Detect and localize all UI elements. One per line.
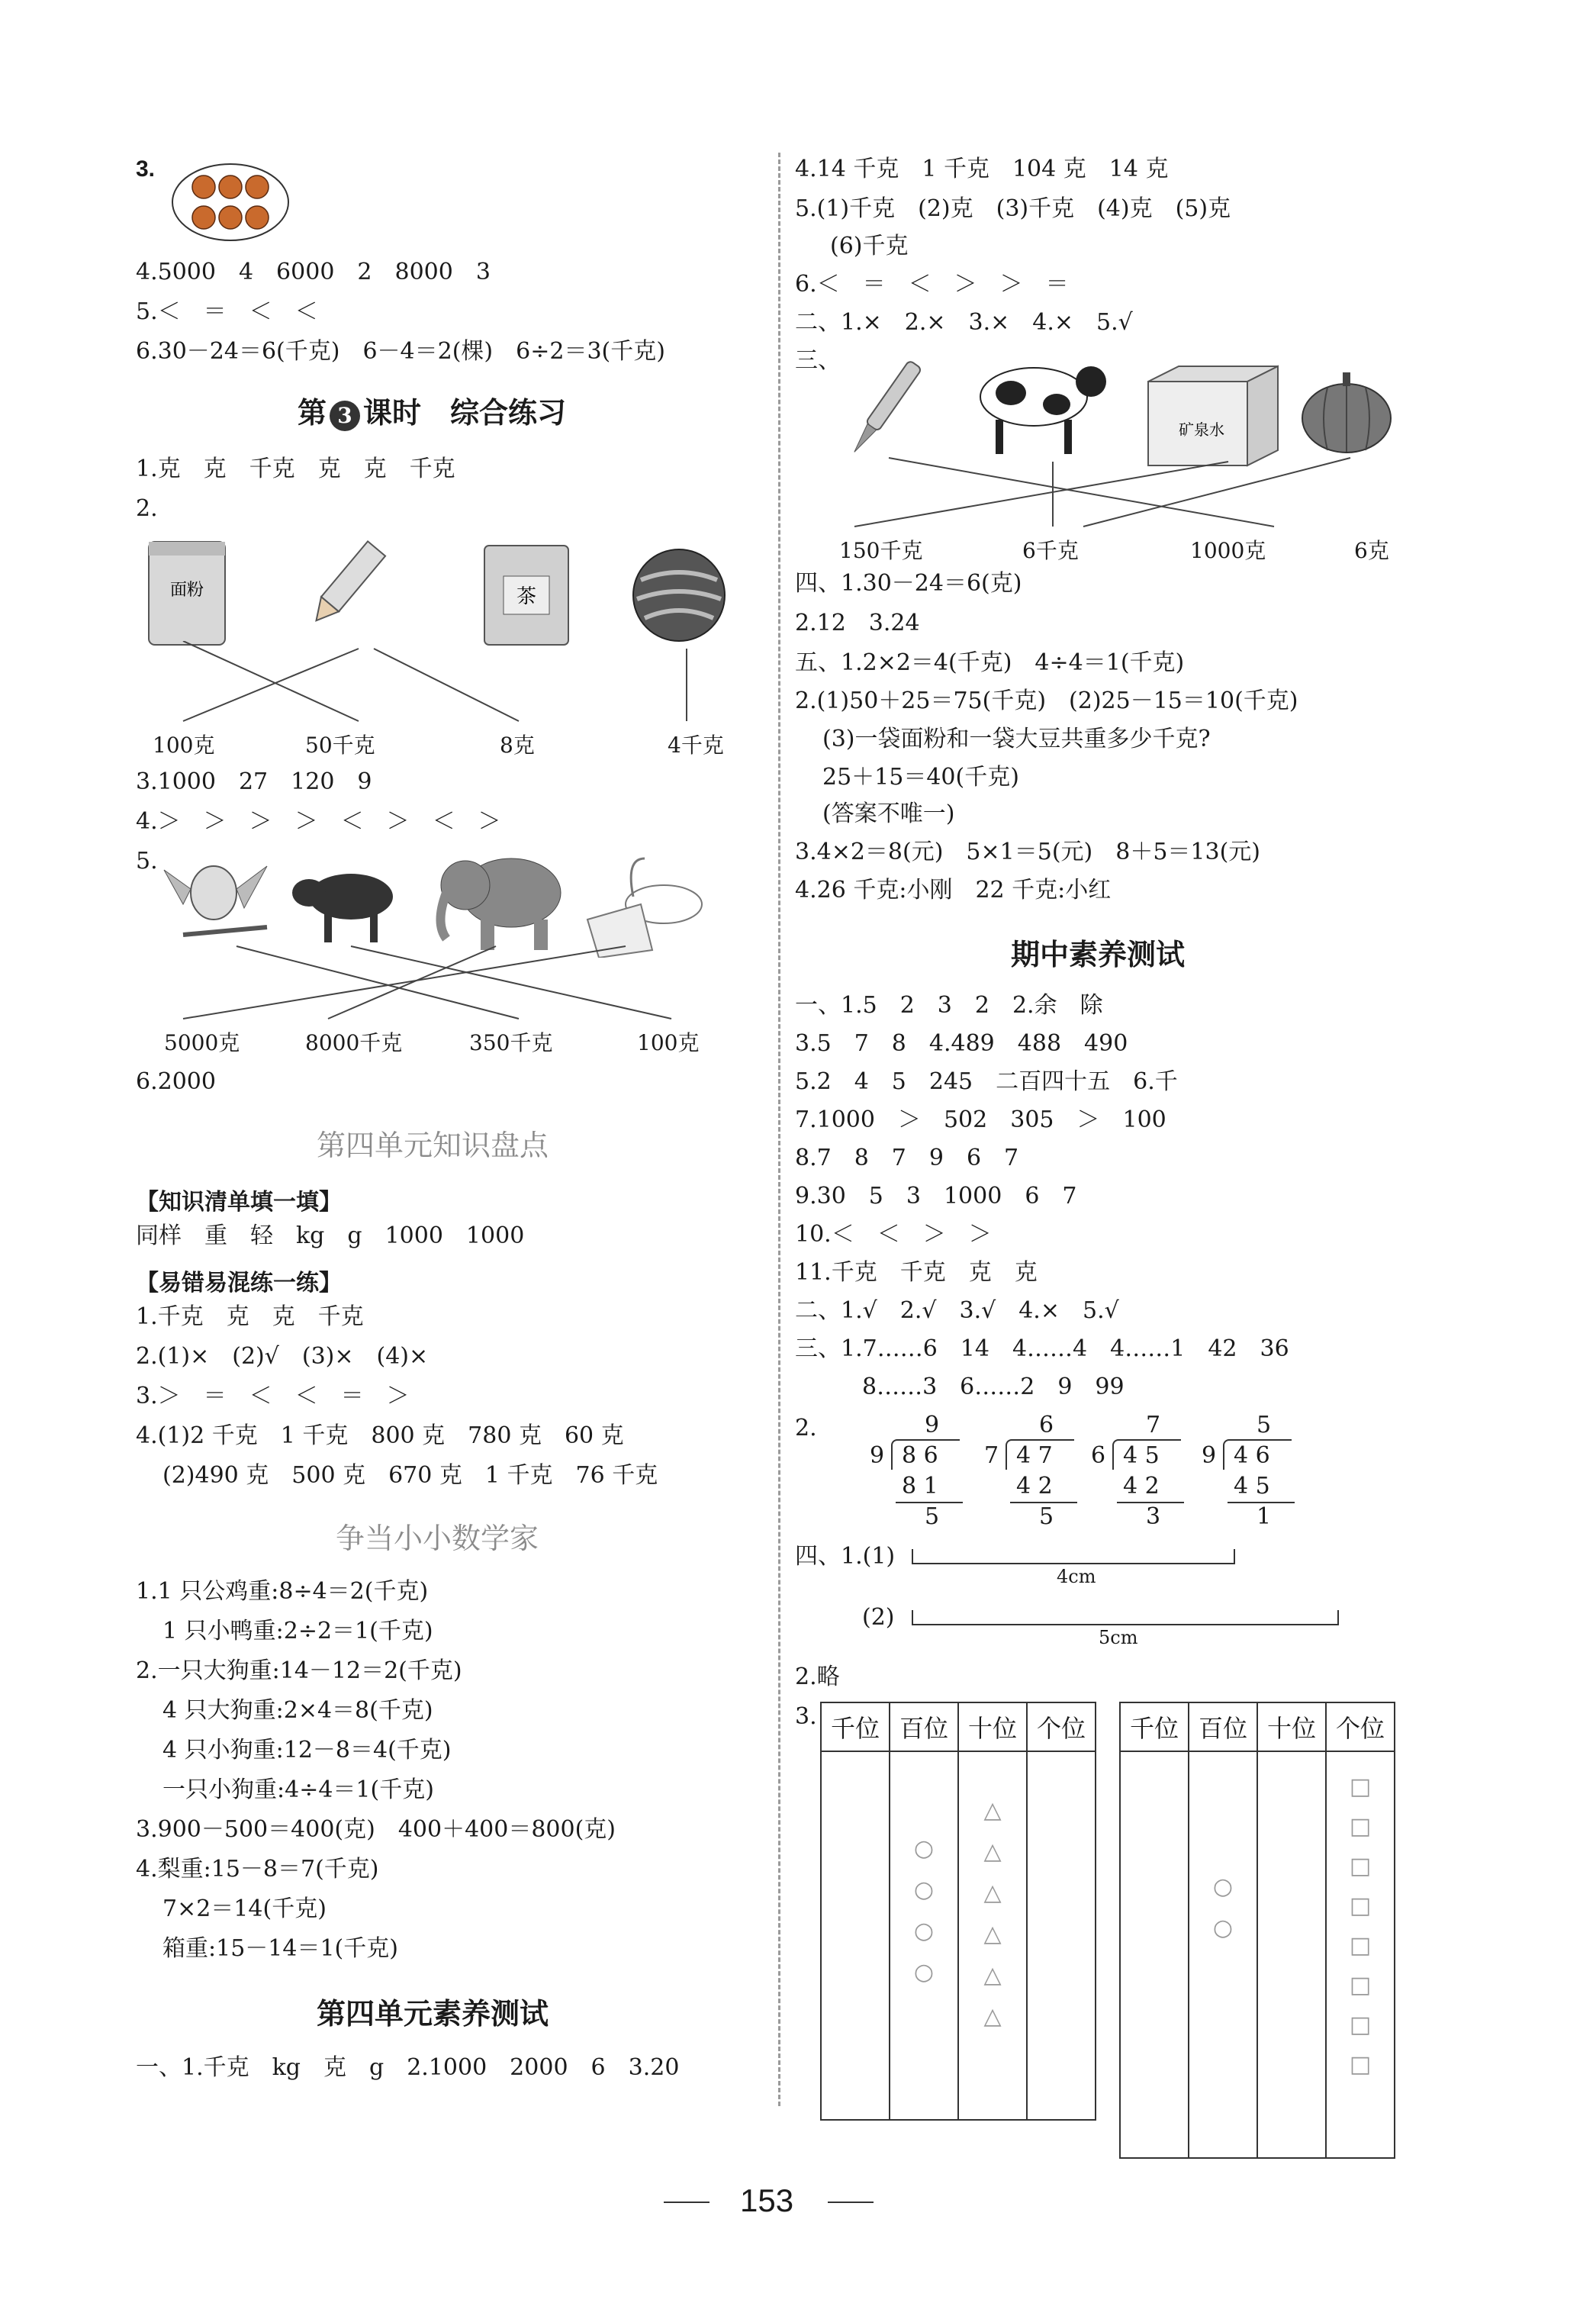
left-line: (2)490 克 500 克 670 克 1 千克 76 千克: [162, 1462, 658, 1489]
dividend: 8 6: [902, 1442, 938, 1469]
product: 4 2: [1016, 1473, 1053, 1499]
section-title: 第四单元知识盘点: [317, 1129, 549, 1162]
right-line: 6.＜ ＝ ＜ ＞ ＞ ＝: [795, 271, 1069, 298]
left-line: 7×2＝14(千克): [162, 1896, 327, 1922]
column-divider: [778, 153, 780, 2106]
right-line: 4.14 千克 1 千克 104 克 14 克: [795, 156, 1169, 182]
cow-icon: [965, 347, 1110, 462]
segment-4cm: [912, 1549, 1235, 1564]
dividend: 4 7: [1016, 1442, 1053, 1469]
flour-bag-icon: [145, 534, 229, 649]
weight-label: 6千克: [1022, 538, 1079, 563]
matching-lines: [137, 939, 748, 1030]
header-ones: 个位: [1326, 1702, 1395, 1751]
weight-label: 1000克: [1190, 538, 1266, 563]
product: 4 2: [1123, 1473, 1160, 1499]
page-dash: [828, 2202, 874, 2203]
section-title: 期中素养测试: [1011, 937, 1186, 971]
elephant-icon: [427, 847, 572, 954]
right-line: 3.5 7 8 4.489 488 490: [795, 1030, 1128, 1057]
right-line: 5.(1)千克 (2)克 (3)千克 (4)克 (5)克: [795, 195, 1231, 222]
weight-label: 8000千克: [305, 1030, 403, 1055]
left-line: 4.(1)2 千克 1 千克 800 克 780 克 60 克: [136, 1422, 624, 1449]
dividend: 4 5: [1123, 1442, 1160, 1469]
page-number: 153: [740, 2182, 794, 2218]
svg-text:矿泉水: 矿泉水: [1179, 420, 1224, 439]
circle-marks: ○ ○: [1212, 1873, 1234, 1941]
left-line: 3.: [136, 156, 156, 182]
header-tens: 十位: [1257, 1702, 1326, 1751]
left-line: 2.(1)× (2)√ (3)× (4)×: [136, 1343, 429, 1370]
segment-5cm: [912, 1610, 1339, 1625]
quotient: 7: [1146, 1412, 1161, 1438]
header-hundreds: 百位: [1189, 1702, 1257, 1751]
left-line: 3.1000 27 120 9: [136, 768, 372, 795]
right-line: 5.2 4 5 245 二百四十五 6.千: [795, 1068, 1178, 1095]
pumpkin-icon: [1297, 366, 1396, 458]
divisor: 7: [984, 1442, 999, 1469]
quotient: 5: [1257, 1412, 1272, 1438]
left-line: 6.2000: [136, 1068, 216, 1095]
long-division: [1202, 1412, 1297, 1534]
right-line: 四、1.(1): [795, 1543, 896, 1570]
weight-label: 4千克: [668, 733, 724, 758]
left-line: 4 只小狗重:12－8＝4(千克): [162, 1737, 452, 1763]
product: 8 1: [902, 1473, 938, 1499]
place-value-table: [1119, 1702, 1395, 2159]
left-line: 1 只小鸭重:2÷2＝1(千克): [162, 1618, 433, 1644]
left-line: 一、1.千克 kg 克 g 2.1000 2000 6 3.20: [136, 2054, 680, 2081]
header-ones: 个位: [1027, 1702, 1096, 1751]
dividend: 4 6: [1234, 1442, 1270, 1469]
matching-lines: [824, 454, 1434, 534]
weight-label: 50千克: [305, 733, 375, 758]
remainder: 3: [1146, 1503, 1161, 1530]
length-label: 4cm: [1057, 1566, 1096, 1587]
page-dash: [664, 2202, 710, 2203]
weight-label: 5000克: [164, 1030, 240, 1055]
watermelon-icon: [626, 542, 732, 649]
quotient: 9: [925, 1412, 940, 1438]
right-line: 2.(1)50＋25＝75(千克) (2)25－15＝10(千克): [795, 688, 1298, 714]
right-line: 三、1.7……6 14 4……4 4……1 42 36: [795, 1335, 1289, 1362]
weight-label: 8克: [500, 733, 535, 758]
weight-label: 100克: [637, 1030, 700, 1055]
left-line: 1.千克 克 克 千克: [136, 1303, 364, 1330]
right-line: 3.4×2＝8(元) 5×1＝5(元) 8＋5＝13(元): [795, 839, 1260, 865]
dropper-icon: [839, 351, 931, 465]
left-line: 同样 重 轻 kg g 1000 1000: [136, 1222, 525, 1249]
left-line: 一只小狗重:4÷4＝1(千克): [162, 1776, 434, 1803]
length-label: 5cm: [1099, 1627, 1138, 1648]
right-line: 11.千克 千克 克 克: [795, 1259, 1038, 1286]
left-line: 2.: [136, 495, 158, 522]
place-value-table: [820, 1702, 1096, 2121]
weight-label: 350千克: [469, 1030, 553, 1055]
long-division: [870, 1412, 965, 1534]
right-line: (答案不唯一): [822, 800, 955, 827]
right-line: 2.: [795, 1415, 817, 1441]
right-line: 二、1.× 2.× 3.× 4.× 5.√: [795, 309, 1133, 336]
remainder: 5: [925, 1503, 940, 1530]
header-thousands: 千位: [1120, 1702, 1189, 1751]
section-title: 第四单元素养测试: [317, 1996, 549, 2031]
svg-text:茶: 茶: [516, 585, 537, 608]
right-line: 9.30 5 3 1000 6 7: [795, 1183, 1077, 1209]
right-line: 三、: [795, 347, 841, 374]
left-line: 4.梨重:15－8＝7(千克): [136, 1856, 379, 1883]
remainder: 5: [1039, 1503, 1054, 1530]
right-line: (3)一袋面粉和一袋大豆共重多少千克?: [822, 726, 1211, 752]
remainder: 1: [1257, 1503, 1272, 1530]
right-line: 7.1000 ＞ 502 305 ＞ 100: [795, 1106, 1166, 1133]
divisor: 6: [1091, 1442, 1106, 1469]
divisor: 9: [1202, 1442, 1217, 1469]
left-line: 5.: [136, 848, 158, 874]
divisor: 9: [870, 1442, 885, 1469]
right-line: 五、1.2×2＝4(千克) 4÷4＝1(千克): [795, 649, 1185, 676]
tea-bag-icon: [481, 542, 572, 649]
right-line: 25＋15＝40(千克): [822, 764, 1019, 791]
square-marks: □ □ □ □ □ □ □ □: [1349, 1773, 1372, 2078]
left-line: 箱重:15－14＝1(千克): [162, 1935, 398, 1962]
right-line: 2.12 3.24: [795, 610, 920, 636]
left-line: 4.5000 4 6000 2 8000 3: [136, 259, 491, 285]
pencil-icon: [305, 534, 389, 633]
right-line: 4.26 千克:小刚 22 千克:小红: [795, 877, 1112, 903]
long-division: [984, 1412, 1080, 1534]
left-line: 3.900－500＝400(克) 400＋400＝800(克): [136, 1816, 616, 1843]
weight-label: 150千克: [839, 538, 923, 563]
right-line: 10.＜ ＜ ＞ ＞: [795, 1221, 992, 1248]
oranges-oval-icon: [169, 160, 291, 244]
circle-marks: ○ ○ ○ ○: [913, 1835, 935, 1986]
right-line: (2): [862, 1604, 895, 1631]
svg-text:面粉: 面粉: [169, 581, 204, 600]
left-line: 3.＞ ＝ ＜ ＜ ＝ ＞: [136, 1383, 410, 1409]
section-title: 争当小小数学家: [336, 1522, 539, 1555]
right-line: 2.略: [795, 1664, 840, 1690]
left-line: 6.30－24＝6(千克) 6－4＝2(棵) 6÷2＝3(千克): [136, 338, 665, 365]
right-line: 8……3 6……2 9 99: [862, 1374, 1125, 1400]
left-line: 2.一只大狗重:14－12＝2(千克): [136, 1657, 462, 1684]
triangle-marks: △ △ △ △ △ △: [983, 1797, 1002, 2030]
header-thousands: 千位: [821, 1702, 890, 1751]
section-bracket: 【知识清单填一填】: [136, 1190, 342, 1215]
boar-icon: [286, 855, 408, 946]
right-line: 3.: [795, 1703, 817, 1730]
matching-lines: [137, 641, 748, 733]
weight-label: 6克: [1354, 538, 1389, 563]
right-line: 四、1.30－24＝6(克): [795, 570, 1022, 597]
header-tens: 十位: [958, 1702, 1027, 1751]
left-line: 4 只大狗重:2×4＝8(千克): [162, 1697, 433, 1724]
product: 4 5: [1234, 1473, 1270, 1499]
right-line: 8.7 8 7 9 6 7: [795, 1145, 1019, 1171]
right-line: (6)千克: [830, 233, 909, 259]
right-line: 二、1.√ 2.√ 3.√ 4.× 5.√: [795, 1297, 1119, 1324]
left-line: 1.1 只公鸡重:8÷4＝2(千克): [136, 1578, 429, 1605]
section-bracket: 【易错易混练一练】: [136, 1271, 342, 1296]
left-line: 1.克 克 千克 克 克 千克: [136, 456, 455, 482]
weight-label: 100克: [153, 733, 215, 758]
quotient: 6: [1039, 1412, 1054, 1438]
long-division: [1091, 1412, 1186, 1534]
left-line: 4.＞ ＞ ＞ ＞ ＜ ＞ ＜ ＞: [136, 808, 501, 835]
lesson-title: 第 3 课时 综合练习: [298, 395, 567, 430]
right-line: 一、1.5 2 3 2 2.余 除: [795, 992, 1103, 1019]
header-hundreds: 百位: [890, 1702, 958, 1751]
left-line: 5.＜ ＝ ＜ ＜: [136, 298, 318, 325]
